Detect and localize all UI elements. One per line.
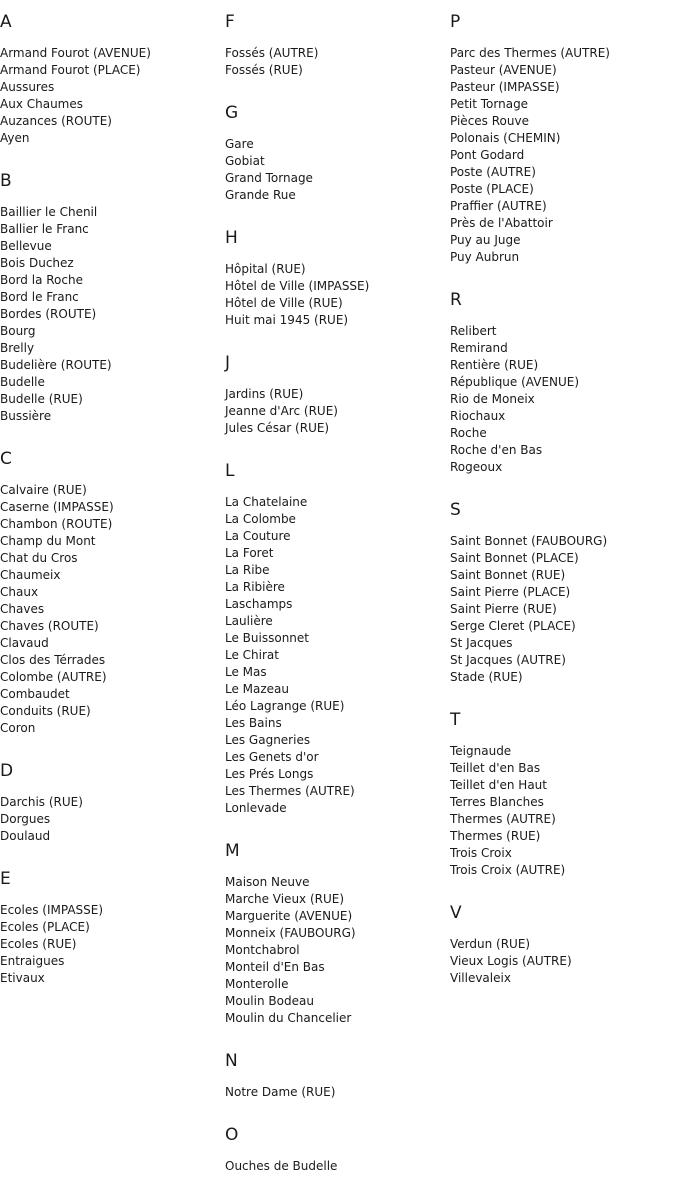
street-link[interactable]: Rogeoux bbox=[450, 460, 503, 474]
street-link[interactable]: Laschamps bbox=[225, 597, 293, 611]
street-link[interactable]: Poste (PLACE) bbox=[450, 182, 534, 196]
street-link[interactable]: Villevaleix bbox=[450, 971, 511, 985]
street-link[interactable]: Jardins (RUE) bbox=[225, 387, 304, 401]
street-link[interactable]: La Foret bbox=[225, 546, 274, 560]
street-link[interactable]: Bordes (ROUTE) bbox=[0, 307, 97, 321]
section-letter-heading: N bbox=[225, 1051, 238, 1071]
index-column-1 bbox=[0, 0, 220, 999]
street-link[interactable]: Saint Pierre (RUE) bbox=[450, 602, 557, 616]
street-link[interactable]: Fossés (RUE) bbox=[225, 63, 303, 77]
street-link[interactable]: Maison Neuve bbox=[225, 875, 310, 889]
street-link[interactable]: Jeanne d'Arc (RUE) bbox=[225, 404, 338, 418]
letter-section bbox=[225, 1039, 445, 1101]
street-link[interactable]: Marguerite (AVENUE) bbox=[225, 909, 353, 923]
section-letter-heading: F bbox=[225, 12, 235, 32]
section-letter-heading: G bbox=[225, 103, 239, 123]
street-link[interactable]: Clos des Térrades bbox=[0, 653, 106, 667]
section-letter-heading: A bbox=[0, 12, 12, 32]
letter-section bbox=[0, 749, 220, 845]
street-link[interactable]: Laulière bbox=[225, 614, 273, 628]
street-link[interactable]: Jules César (RUE) bbox=[225, 421, 330, 435]
street-list bbox=[0, 482, 220, 737]
street-link[interactable]: Hôtel de Ville (IMPASSE) bbox=[225, 279, 370, 293]
street-link[interactable]: Brelly bbox=[0, 341, 35, 355]
letter-section bbox=[450, 891, 670, 987]
letter-section bbox=[0, 0, 220, 147]
street-list bbox=[225, 494, 445, 817]
street-link[interactable]: Parc des Thermes (AUTRE) bbox=[450, 46, 610, 60]
street-link[interactable]: Hôpital (RUE) bbox=[225, 262, 306, 276]
street-list bbox=[225, 386, 445, 437]
street-link[interactable]: La Couture bbox=[225, 529, 291, 543]
street-link[interactable]: Ayen bbox=[0, 131, 30, 145]
street-link[interactable]: Puy Aubrun bbox=[450, 250, 520, 264]
street-link[interactable]: Ballier le Franc bbox=[0, 222, 89, 236]
street-link[interactable]: Chaves bbox=[0, 602, 45, 616]
street-link[interactable]: Chaumeix bbox=[0, 568, 61, 582]
street-link[interactable]: Le Mas bbox=[225, 665, 267, 679]
street-link[interactable]: Clavaud bbox=[0, 636, 49, 650]
street-link[interactable]: Chambon (ROUTE) bbox=[0, 517, 113, 531]
letter-section bbox=[0, 437, 220, 737]
street-link[interactable]: Remirand bbox=[450, 341, 508, 355]
section-letter-heading: V bbox=[450, 903, 462, 923]
street-link[interactable]: Riochaux bbox=[450, 409, 506, 423]
street-link[interactable]: Grand Tornage bbox=[225, 171, 313, 185]
street-link[interactable]: Gare bbox=[225, 137, 254, 151]
street-link[interactable]: Terres Blanches bbox=[450, 795, 544, 809]
street-link[interactable]: Ecoles (IMPASSE) bbox=[0, 903, 104, 917]
street-list bbox=[0, 45, 220, 147]
street-link[interactable]: Saint Pierre (PLACE) bbox=[450, 585, 571, 599]
letter-section bbox=[225, 449, 445, 817]
street-link[interactable]: Thermes (AUTRE) bbox=[450, 812, 556, 826]
street-link[interactable]: Serge Cleret (PLACE) bbox=[450, 619, 576, 633]
letter-section bbox=[225, 1113, 445, 1175]
street-link[interactable]: Monteil d'En Bas bbox=[225, 960, 325, 974]
street-link[interactable]: Armand Fourot (AVENUE) bbox=[0, 46, 151, 60]
section-letter-heading: L bbox=[225, 461, 235, 481]
street-link[interactable]: Ecoles (PLACE) bbox=[0, 920, 90, 934]
street-link[interactable]: Monneix (FAUBOURG) bbox=[225, 926, 356, 940]
street-link[interactable]: Combaudet bbox=[0, 687, 70, 701]
street-link[interactable]: Calvaire (RUE) bbox=[0, 483, 87, 497]
street-link[interactable]: Les Gagneries bbox=[225, 733, 311, 747]
street-link[interactable]: Bussière bbox=[0, 409, 52, 423]
street-link[interactable]: Marche Vieux (RUE) bbox=[225, 892, 345, 906]
index-column-3 bbox=[450, 0, 670, 999]
street-link[interactable]: Gobiat bbox=[225, 154, 265, 168]
street-link[interactable]: Chat du Cros bbox=[0, 551, 78, 565]
letter-section bbox=[225, 0, 445, 79]
street-link[interactable]: Huit mai 1945 (RUE) bbox=[225, 313, 349, 327]
section-letter-heading: O bbox=[225, 1125, 239, 1145]
street-list bbox=[450, 936, 670, 987]
street-link[interactable]: Roche d'en Bas bbox=[450, 443, 543, 457]
street-link[interactable]: Bourg bbox=[0, 324, 36, 338]
street-link[interactable]: Fossés (AUTRE) bbox=[225, 46, 319, 60]
street-link[interactable]: Pasteur (AVENUE) bbox=[450, 63, 557, 77]
letter-section bbox=[450, 278, 670, 476]
street-link[interactable]: Ouches de Budelle bbox=[225, 1159, 338, 1173]
street-link[interactable]: St Jacques bbox=[450, 636, 513, 650]
street-link[interactable]: Hôtel de Ville (RUE) bbox=[225, 296, 343, 310]
street-link[interactable]: Pasteur (IMPASSE) bbox=[450, 80, 560, 94]
letter-section bbox=[225, 216, 445, 329]
street-link[interactable]: Praffier (AUTRE) bbox=[450, 199, 547, 213]
section-letter-heading: S bbox=[450, 500, 461, 520]
street-link[interactable]: Doulaud bbox=[0, 829, 51, 843]
street-link[interactable]: Champ du Mont bbox=[0, 534, 96, 548]
street-link[interactable]: Les Bains bbox=[225, 716, 282, 730]
street-link[interactable]: Budelle bbox=[0, 375, 45, 389]
street-list bbox=[0, 794, 220, 845]
street-list bbox=[450, 45, 670, 266]
street-link[interactable]: Rentière (RUE) bbox=[450, 358, 539, 372]
street-link[interactable]: Grande Rue bbox=[225, 188, 296, 202]
street-link[interactable]: Trois Croix bbox=[450, 846, 512, 860]
street-link[interactable]: Budelière (ROUTE) bbox=[0, 358, 112, 372]
street-list bbox=[225, 45, 445, 79]
street-link[interactable]: Colombe (AUTRE) bbox=[0, 670, 107, 684]
street-link[interactable]: Rio de Moneix bbox=[450, 392, 535, 406]
street-link[interactable]: La Ribe bbox=[225, 563, 270, 577]
street-link[interactable]: La Ribière bbox=[225, 580, 285, 594]
street-link[interactable]: Ecoles (RUE) bbox=[0, 937, 77, 951]
section-letter-heading: R bbox=[450, 290, 462, 310]
street-link[interactable]: Aussures bbox=[0, 80, 55, 94]
street-link[interactable]: La Chatelaine bbox=[225, 495, 308, 509]
street-link[interactable]: Caserne (IMPASSE) bbox=[0, 500, 114, 514]
section-letter-heading: D bbox=[0, 761, 14, 781]
street-list bbox=[225, 1084, 445, 1101]
street-link[interactable]: Dorgues bbox=[0, 812, 51, 826]
street-link[interactable]: Lonlevade bbox=[225, 801, 287, 815]
section-letter-heading: M bbox=[225, 841, 240, 861]
street-link[interactable]: Conduits (RUE) bbox=[0, 704, 91, 718]
section-letter-heading: B bbox=[0, 171, 12, 191]
section-letter-heading: C bbox=[0, 449, 12, 469]
street-link[interactable]: Chaux bbox=[0, 585, 39, 599]
street-link[interactable]: Teillet d'en Haut bbox=[450, 778, 547, 792]
section-letter-heading: E bbox=[0, 869, 11, 889]
street-link[interactable]: St Jacques (AUTRE) bbox=[450, 653, 566, 667]
street-link[interactable]: Léo Lagrange (RUE) bbox=[225, 699, 345, 713]
street-list bbox=[225, 261, 445, 329]
street-list bbox=[0, 902, 220, 987]
street-link[interactable]: Armand Fourot (PLACE) bbox=[0, 63, 141, 77]
street-link[interactable]: Baillier le Chenil bbox=[0, 205, 98, 219]
street-link[interactable]: Saint Bonnet (RUE) bbox=[450, 568, 566, 582]
street-link[interactable]: Bord la Roche bbox=[0, 273, 83, 287]
street-link[interactable]: Le Chirat bbox=[225, 648, 279, 662]
street-link[interactable]: Moulin du Chancelier bbox=[225, 1011, 352, 1025]
street-link[interactable]: Saint Bonnet (PLACE) bbox=[450, 551, 579, 565]
section-letter-heading: P bbox=[450, 12, 461, 32]
street-link[interactable]: Trois Croix (AUTRE) bbox=[450, 863, 566, 877]
street-link[interactable]: Pont Godard bbox=[450, 148, 525, 162]
street-list bbox=[450, 743, 670, 879]
street-link[interactable]: Le Buissonnet bbox=[225, 631, 309, 645]
letter-section bbox=[0, 857, 220, 987]
street-list bbox=[0, 204, 220, 425]
street-link[interactable]: Budelle (RUE) bbox=[0, 392, 83, 406]
street-link[interactable]: Le Mazeau bbox=[225, 682, 290, 696]
street-link[interactable]: Roche bbox=[450, 426, 487, 440]
street-link[interactable]: Les Thermes (AUTRE) bbox=[225, 784, 355, 798]
street-link[interactable]: Verdun (RUE) bbox=[450, 937, 531, 951]
street-list bbox=[225, 1158, 445, 1175]
street-link[interactable]: Les Genets d'or bbox=[225, 750, 319, 764]
street-link[interactable]: Près de l'Abattoir bbox=[450, 216, 553, 230]
street-link[interactable]: Darchis (RUE) bbox=[0, 795, 83, 809]
street-link[interactable]: Pièces Rouve bbox=[450, 114, 529, 128]
street-link[interactable]: Coron bbox=[0, 721, 36, 735]
street-link[interactable]: Bord le Franc bbox=[0, 290, 79, 304]
section-letter-heading: T bbox=[450, 710, 461, 730]
street-link[interactable]: Moulin Bodeau bbox=[225, 994, 314, 1008]
street-link[interactable]: Notre Dame (RUE) bbox=[225, 1085, 336, 1099]
letter-section bbox=[0, 159, 220, 425]
street-link[interactable]: Auzances (ROUTE) bbox=[0, 114, 112, 128]
street-link[interactable]: République (AVENUE) bbox=[450, 375, 580, 389]
letter-section bbox=[225, 829, 445, 1027]
street-link[interactable]: Les Prés Longs bbox=[225, 767, 314, 781]
street-link[interactable]: Chaves (ROUTE) bbox=[0, 619, 99, 633]
section-letter-heading: H bbox=[225, 228, 238, 248]
street-list bbox=[450, 323, 670, 476]
street-link[interactable]: Vieux Logis (AUTRE) bbox=[450, 954, 572, 968]
street-link[interactable]: Bois Duchez bbox=[0, 256, 74, 270]
street-link[interactable]: Saint Bonnet (FAUBOURG) bbox=[450, 534, 608, 548]
street-link[interactable]: Montchabrol bbox=[225, 943, 300, 957]
street-list bbox=[450, 533, 670, 686]
street-link[interactable]: Etivaux bbox=[0, 971, 45, 985]
street-link[interactable]: Teillet d'en Bas bbox=[450, 761, 541, 775]
index-column-2 bbox=[225, 0, 445, 1187]
street-link[interactable]: Aux Chaumes bbox=[0, 97, 83, 111]
street-link[interactable]: Monterolle bbox=[225, 977, 289, 991]
street-list bbox=[225, 136, 445, 204]
street-link[interactable]: Petit Tornage bbox=[450, 97, 529, 111]
street-link[interactable]: Poste (AUTRE) bbox=[450, 165, 536, 179]
street-link[interactable]: Stade (RUE) bbox=[450, 670, 523, 684]
letter-section bbox=[450, 488, 670, 686]
letter-section bbox=[225, 91, 445, 204]
letter-section bbox=[450, 698, 670, 879]
street-link[interactable]: Entraigues bbox=[0, 954, 65, 968]
section-letter-heading: J bbox=[225, 353, 231, 373]
street-link[interactable]: Teignaude bbox=[450, 744, 512, 758]
letter-section bbox=[450, 0, 670, 266]
letter-section bbox=[225, 341, 445, 437]
street-link[interactable]: Bellevue bbox=[0, 239, 52, 253]
street-link[interactable]: Polonais (CHEMIN) bbox=[450, 131, 561, 145]
street-list bbox=[225, 874, 445, 1027]
street-link[interactable]: Thermes (RUE) bbox=[450, 829, 541, 843]
street-link[interactable]: Relibert bbox=[450, 324, 497, 338]
street-link[interactable]: Puy au Juge bbox=[450, 233, 521, 247]
street-link[interactable]: La Colombe bbox=[225, 512, 296, 526]
